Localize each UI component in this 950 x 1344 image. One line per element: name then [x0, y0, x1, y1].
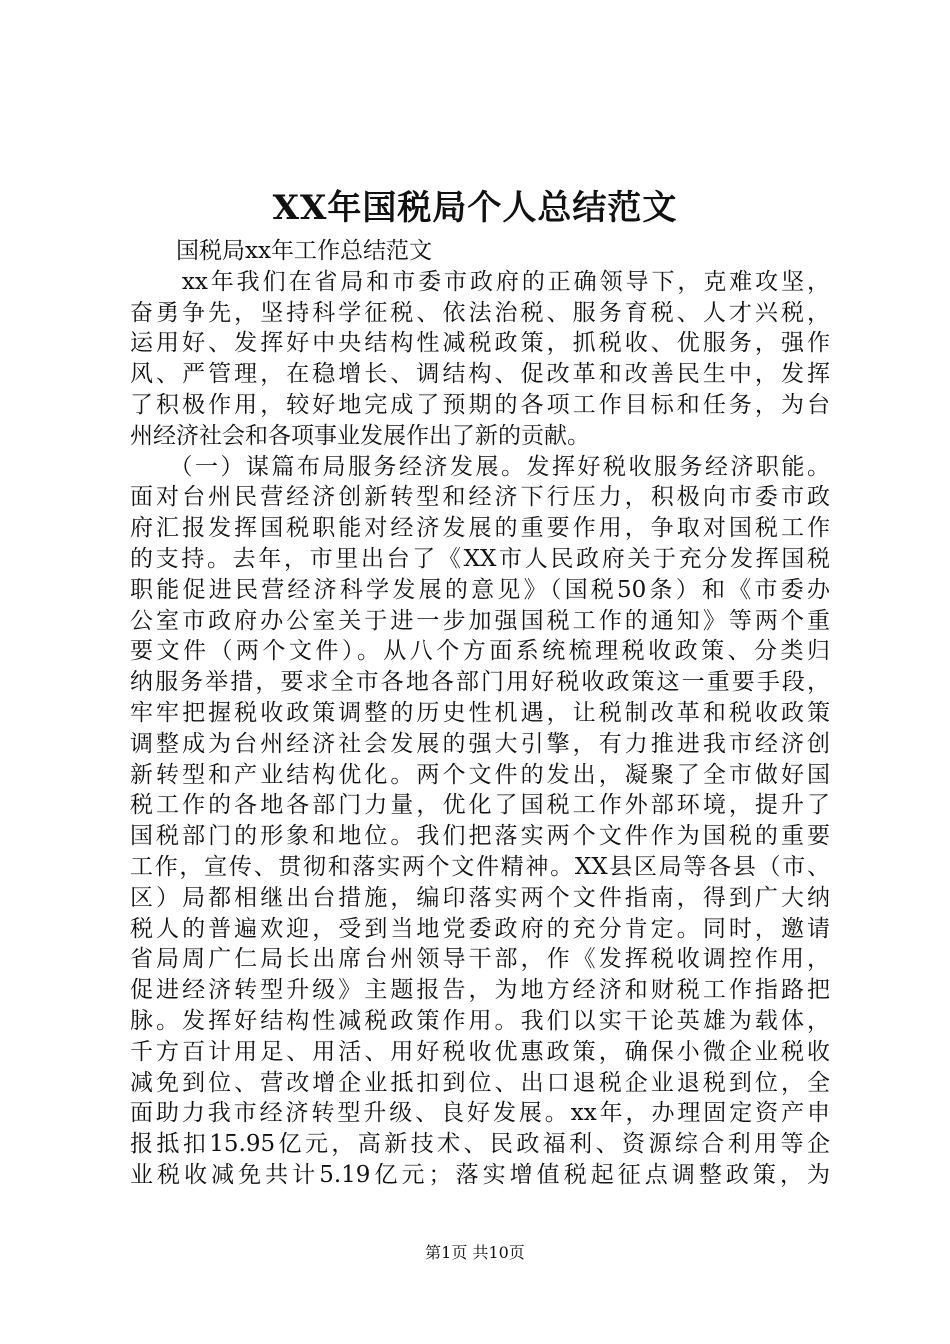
body-line: 的支持。去年，市里出台了《XX市人民政府关于充分发挥国税 [130, 545, 830, 572]
body-line: 公室市政府办公室关于进一步加强国税工作的通知》等两个重 [130, 607, 830, 634]
body-line: 脉。发挥好结构性减税政策作用。我们以实干论英雄为载体， [130, 1007, 830, 1034]
document-body [130, 236, 830, 1191]
body-line: 了积极作用，较好地完成了预期的各项工作目标和任务，为台 [130, 391, 830, 418]
body-line: 省局周广仁局长出席台州领导干部，作《发挥税收调控作用， [130, 946, 830, 973]
body-line: 面助力我市经济转型升级、良好发展。xx年，办理固定资产申 [130, 1100, 830, 1127]
body-line: 纳服务举措，要求全市各地各部门用好税收政策这一重要手段， [130, 669, 830, 696]
body-line: 税人的普遍欢迎，受到当地党委政府的充分肯定。同时，邀请 [130, 915, 830, 942]
body-line: 国税局xx年工作总结范文 [130, 238, 432, 264]
body-line: xx年我们在省局和市委市政府的正确领导下，克难攻坚， [130, 268, 830, 295]
body-line: 风、严管理，在稳增长、调结构、促改革和改善民生中，发挥 [130, 361, 830, 388]
body-line: 千方百计用足、用活、用好税收优惠政策，确保小微企业税收 [130, 1038, 830, 1065]
body-line: 运用好、发挥好中央结构性减税政策，抓税收、优服务，强作 [130, 330, 830, 357]
body-line: 面对台州民营经济创新转型和经济下行压力，积极向市委市政 [130, 484, 830, 511]
document-title: XX年国税局个人总结范文 [272, 188, 678, 228]
body-line: 区）局都相继出台措施，编印落实两个文件指南，得到广大纳 [130, 884, 830, 911]
body-line: 府汇报发挥国税职能对经济发展的重要作用，争取对国税工作 [130, 515, 830, 542]
body-line: 要文件（两个文件）。从八个方面系统梳理税收政策、分类归 [130, 638, 830, 665]
body-line: 报抵扣15.95亿元，高新技术、民政福利、资源综合利用等企 [130, 1131, 830, 1158]
body-line: 新转型和产业结构优化。两个文件的发出，凝聚了全市做好国 [130, 761, 830, 788]
body-line: 减免到位、营改增企业抵扣到位、出口退税企业退税到位，全 [130, 1069, 830, 1096]
body-line: 职能促进民营经济科学发展的意见》（国税50条）和《市委办 [130, 576, 830, 603]
page-footer: 第1页 共10页 [425, 1243, 525, 1262]
body-line: 税工作的各地各部门力量，优化了国税工作外部环境，提升了 [130, 792, 830, 819]
body-line: 促进经济转型升级》主题报告，为地方经济和财税工作指路把 [130, 977, 830, 1004]
body-line: 奋勇争先，坚持科学征税、依法治税、服务育税、人才兴税， [130, 299, 830, 326]
body-line: （一）谋篇布局服务经济发展。发挥好税收服务经济职能。 [130, 453, 830, 480]
body-line: 牢牢把握税收政策调整的历史性机遇，让税制改革和税收政策 [130, 699, 830, 726]
body-line: 工作，宣传、贯彻和落实两个文件精神。XX县区局等各县（市、 [130, 853, 830, 880]
body-line: 调整成为台州经济社会发展的强大引擎，有力推进我市经济创 [130, 730, 830, 757]
body-line: 州经济社会和各项事业发展作出了新的贡献。 [130, 422, 590, 449]
body-line: 国税部门的形象和地位。我们把落实两个文件作为国税的重要 [130, 823, 830, 850]
body-line: 业税收减免共计5.19亿元；落实增值税起征点调整政策，为 [130, 1161, 830, 1188]
